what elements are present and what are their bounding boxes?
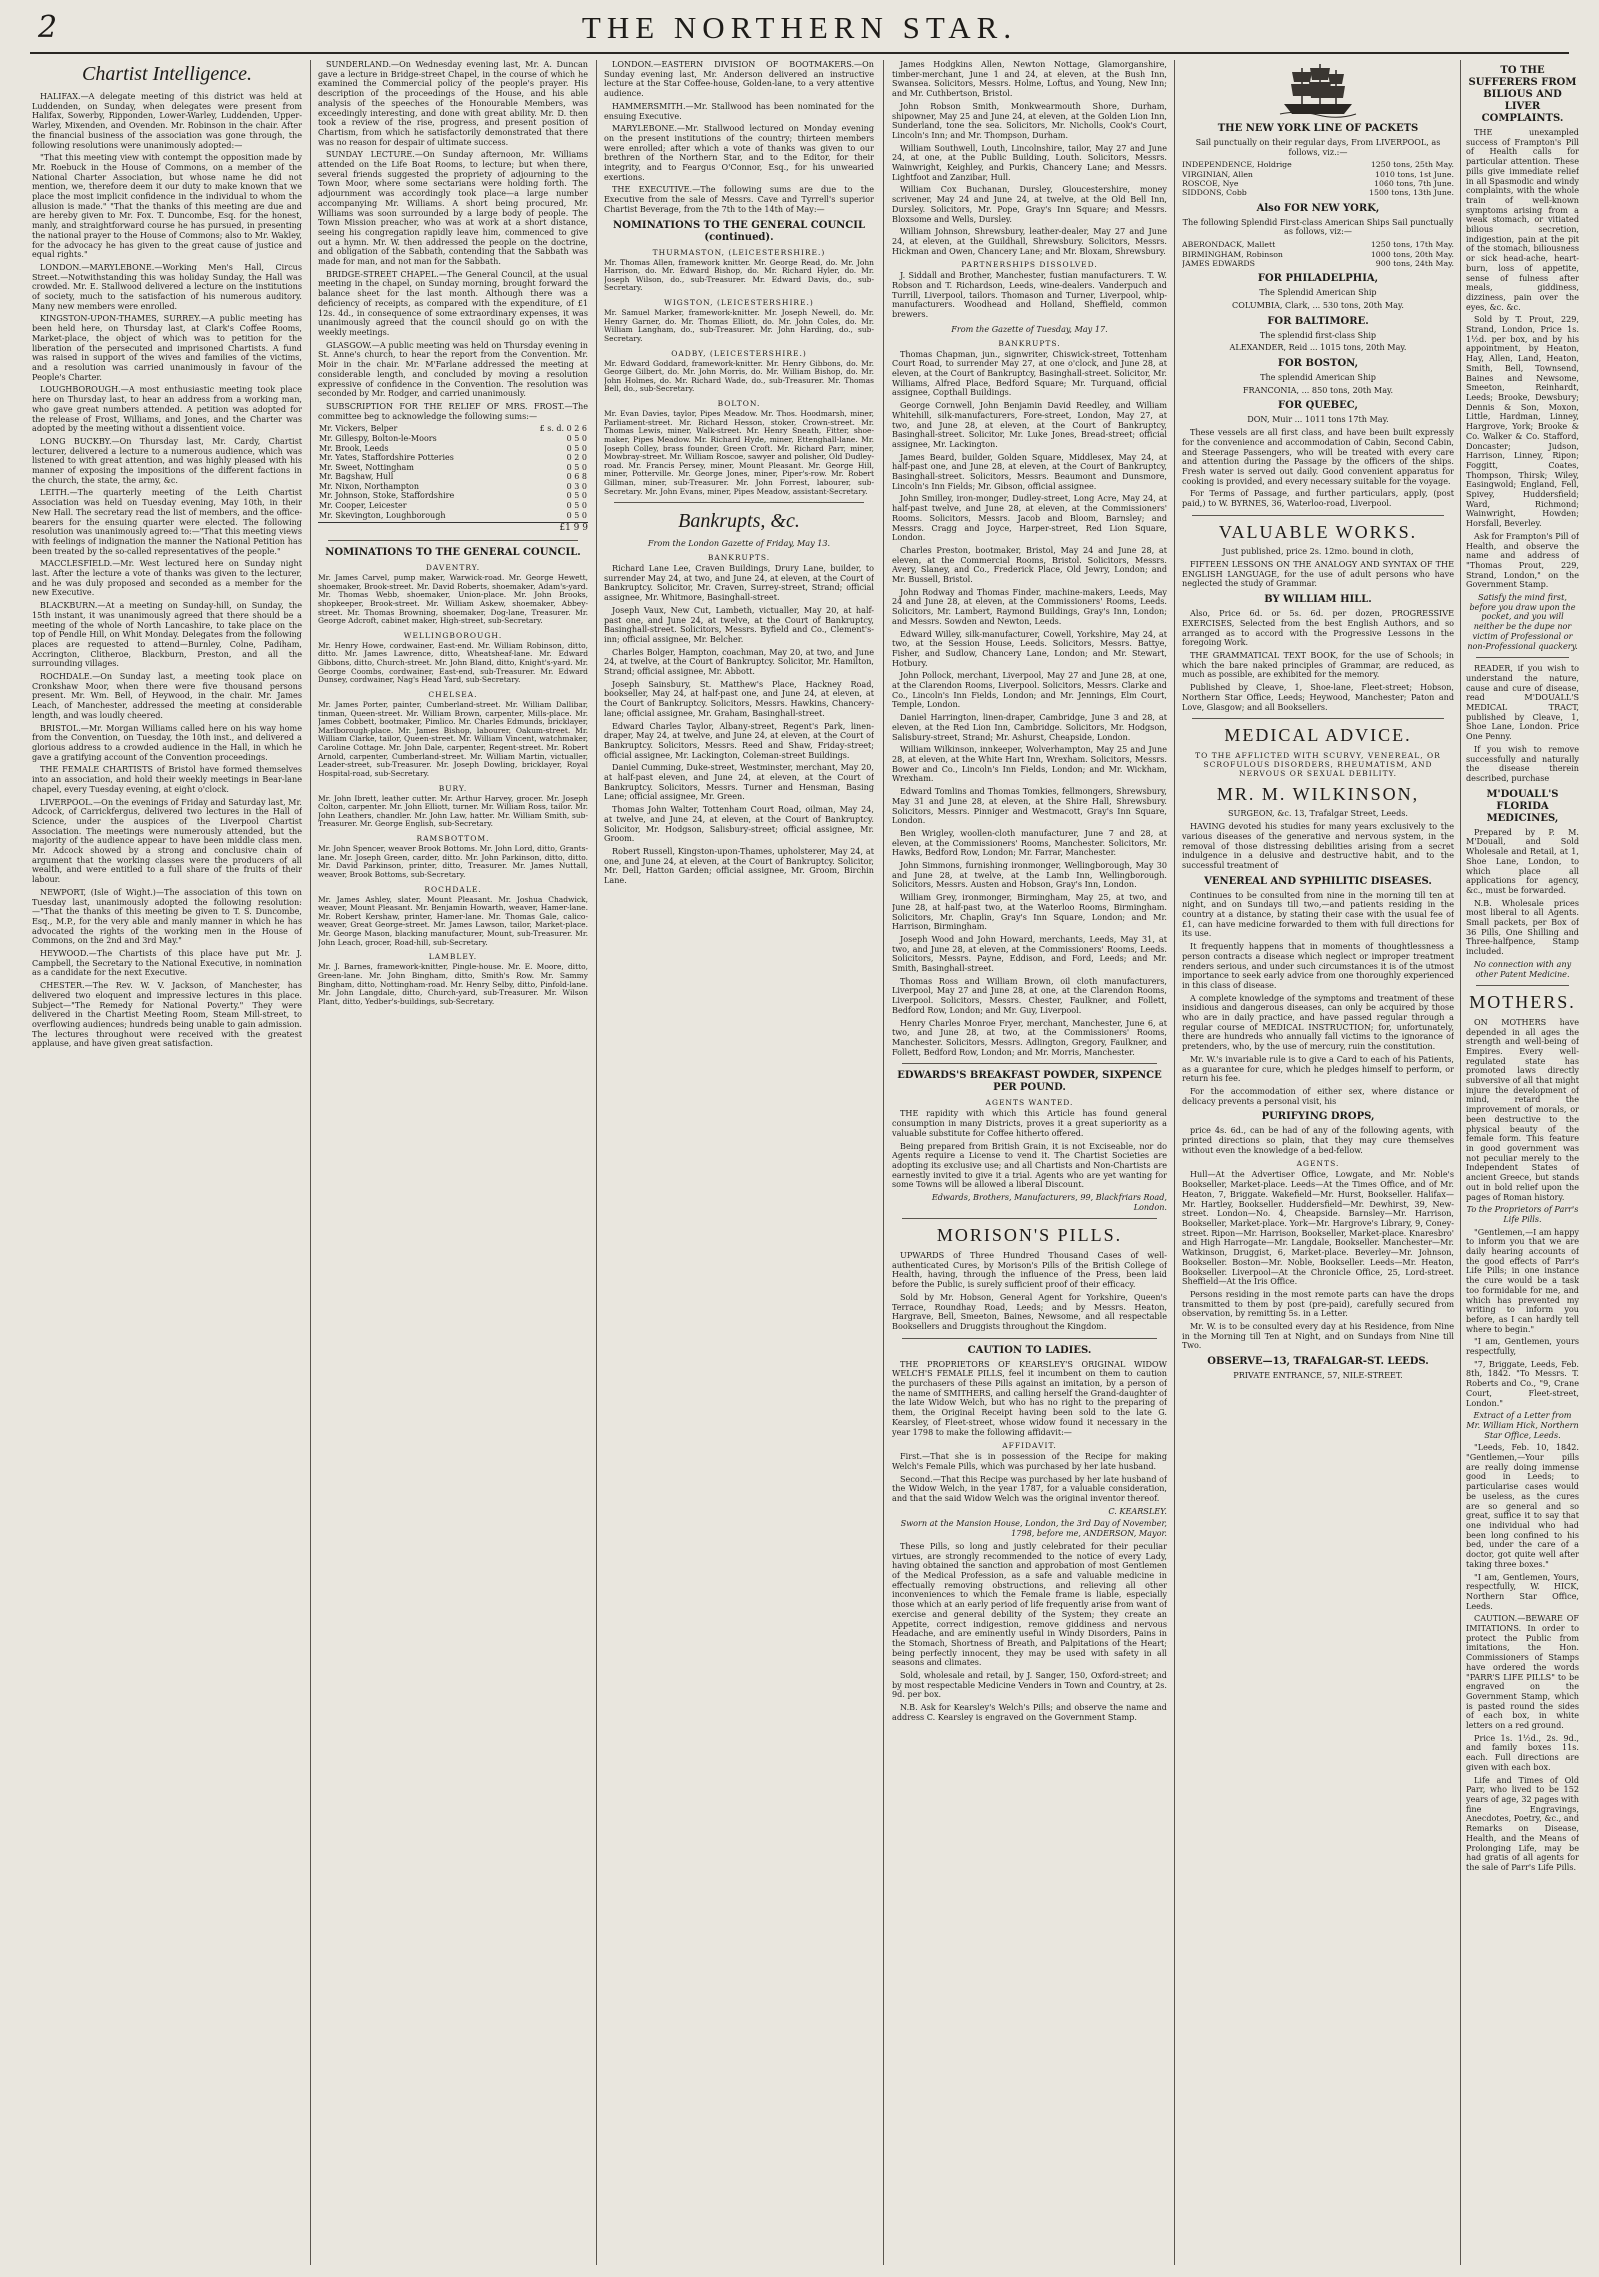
ship-name: BIRMINGHAM, Robinson — [1182, 249, 1283, 259]
article-paragraph: GLASGOW.—A public meeting was held on Thursday evening in St. Anne's church, to hear the report from the Convention. Mr. Moir in the chair. Mr. M'Farlane addressed the meeting at considerable length, and concluded by moving a resolution expressive of confidence in the Convention. The resolution was seconded by Mr. Rodger, and carried unanimously. — [318, 339, 588, 399]
ship-name: ROSCOE, Nye — [1182, 179, 1239, 189]
subscription-total: £1 9 9 — [318, 522, 588, 534]
column-rule — [596, 60, 597, 2265]
dissolved-entry: J. Siddall and Brother, Manchester, fustian manufacturers. T. W. Robson and T. Richardson, Leeds, wine-dealers. Vanderpuch and Turrill, Liverpool, tailors. Thomason and Turner, Liverpool, whip-manufacturers. Woodhead and Holland, Sheffield, common brewers. — [892, 270, 1167, 320]
town-heading: CHELSEA. — [428, 689, 478, 699]
town-heading: WELLINGBOROUGH. — [403, 630, 503, 640]
divider — [1192, 718, 1444, 719]
advert-paragraph: N.B. Ask for Kearsley's Welch's Pills; and observe the name and address C. Kearsley is engraved on the Government Stamp. — [892, 1702, 1167, 1722]
subscriber-name: Mr. Bagshaw, Hull — [319, 472, 394, 482]
subscription-table — [318, 424, 588, 520]
subscriber-name: Mr. Vickers, Belper — [319, 424, 398, 434]
article-paragraph: MACCLESFIELD.—Mr. West lectured here on Sunday night last. After the lecture a vote of thanks was given to the lecturer, and he was duly proposed and seconded as a member for the new Executive. — [32, 558, 302, 598]
bankrupt-entry: James Beard, builder, Golden Square, Middlesex, May 24, at half-past one, and June 28, at eleven, at the Court of Bankruptcy, Basinghall-street. Solicitors, Messrs. Beaumont and Dunsmore, Lincoln's Inn Fields; Mr. Gibson, official assignee. — [892, 451, 1167, 491]
article-paragraph: HEYWOOD.—The Chartists of this place have put Mr. J. Campbell, the Secretary to the National Executive, in nomination as a candidate for the next Executive. — [32, 948, 302, 978]
advert-heading: Also FOR NEW YORK, — [1256, 202, 1380, 214]
subscription-row — [318, 482, 588, 492]
advert-paragraph: UPWARDS of Three Hundred Thousand Cases of well-authenticated Cures, by Morison's Pills of the British College of Health, having, through the influence of the Press, been laid before the Public, is surely sufficient proof of their efficacy. — [892, 1250, 1167, 1290]
advert-paragraph: Mr. W.'s invariable rule is to give a Card to each of his Patients, as a guarantee for cure, which he pledges himself to perform, or return his fee. — [1182, 1053, 1454, 1084]
advert-paragraph: The splendid first-class Ship — [1259, 329, 1377, 340]
advert-paragraph: First.—That she is in possession of the Recipe for making Welch's Female Pills, which was purchased by her late husband. — [892, 1451, 1167, 1471]
bankrupt-entry: William Cox Buchanan, Dursley, Gloucestershire, money scrivener, May 24 and June 24, at twelve, at the Old Bell Inn, Dursley. Solicitors, Mr. Pope, Gray's Inn Square; and Messrs. Bloxsome and Wells, Dursley. — [892, 184, 1167, 224]
divider — [328, 540, 578, 541]
subscription-amount: 0 5 0 — [566, 491, 587, 501]
advert-paragraph: HAVING devoted his studies for many years exclusively to the various diseases of the generative and nervous system, in the removal of those distressing debilities arising from a secret indulgence in a delusive and destructive habit, and to the successful treatment of — [1182, 821, 1454, 870]
advert-paragraph: Mr. W. is to be consulted every day at his Residence, from Nine in the Morning till Ten at Night, and on Sundays from Nine till Two. — [1182, 1321, 1454, 1351]
advert-paragraph: "I am, Gentlemen, yours respectfully, — [1466, 1336, 1579, 1357]
advert-paragraph: For the accommodation of either sex, where distance or delicacy prevents a personal visit, his — [1182, 1085, 1454, 1106]
article-paragraph: NEWPORT, (Isle of Wight.)—The association of this town on Tuesday last, unanimously adopted the following resolution:—"That the thanks of this meeting be given to T. S. Duncombe, Esq., M.P., for the very able and manly manner in which he has advocated the rights of the working men in the House of Commons, on the 2nd and 3rd May." — [32, 886, 302, 946]
bankrupt-entry: Thomas Ross and William Brown, oil cloth manufacturers, Liverpool, May 27 and June 28, at one, at the Clarendon Rooms, Liverpool. Solicitors, Messrs. Chester, Faulkner, and Follett, Bedford Row, London; and Mr. Guy, Liverpool. — [892, 975, 1167, 1015]
ship-detail: 1500 tons, 13th June. — [1369, 188, 1454, 198]
article-paragraph: MARYLEBONE.—Mr. Stallwood lectured on Monday evening on the present institutions of the country; thirteen members were enrolled; after which a vote of thanks was given to our brethren of the Northern Star, and to the Editor, for their integrity, and to Feargus O'Connor, Esq., for his unwearied exertions. — [604, 123, 874, 182]
advert-heading: THE NEW YORK LINE OF PACKETS — [1217, 123, 1419, 134]
nominations-heading: NOMINATIONS TO THE GENERAL COUNCIL. — [325, 547, 581, 559]
article-paragraph: SUBSCRIPTION FOR THE RELIEF OF MRS. FROST.—The committee beg to acknowledge the following sums:— — [318, 400, 588, 421]
advert-subheading: TO THE AFFLICTED WITH SCURVY, VENEREAL, OR SCROFULOUS DISORDERS, RHEUMATISM, AND NERVOUS OR SEXUAL DEBILITY. — [1195, 750, 1441, 778]
advert-heading: MEDICAL ADVICE. — [1224, 725, 1412, 746]
advert-paragraph: Life and Times of Old Parr, who lived to be 152 years of age, 32 pages with fine Engravings, Anecdotes, Poetry, &c., and Remarks on Disease, Health, and the Means of Prolonging Life, may be had gratis of all agents for the sale of Parr's Life Pills. — [1466, 1774, 1579, 1872]
advert-paragraph: Continues to be consulted from nine in the morning till ten at night, and on Sundays till two,—and patients residing in the country at a distance, by stating their case with the usual fee of £1, can have medicine forwarded to them with full directions for its use. — [1182, 889, 1454, 939]
bankrupt-entry: James Hodgkins Allen, Newton Nottage, Glamorganshire, timber-merchant, June 1 and 24, at eleven, at the Bush Inn, Swansea. Solicitors, Messrs. Holme, Loftus, and Young, New Inn; and Mr. Cuthbertson, Bristol. — [892, 60, 1167, 99]
advert-heading: CAUTION TO LADIES. — [967, 1344, 1092, 1356]
article-paragraph: LONDON.—EASTERN DIVISION OF BOOTMAKERS.—On Sunday evening last, Mr. Anderson delivered an instructive lecture at the Star Coffee-house, Golden-lane, to a very attentive audience. — [604, 60, 874, 99]
article-paragraph: ROCHDALE.—On Sunday last, a meeting took place on Cronkshaw Moor, when there were five thousand persons present. Mr. Wm. Bell, of Heywood, in the chair. Mr. James Leach, of Manchester, addressed the meeting at considerable length, and was loudly cheered. — [32, 671, 302, 720]
town-heading: LAMBLEY. — [428, 952, 478, 962]
bankrupt-entry: Charles Preston, bootmaker, Bristol, May 24 and June 28, at eleven, at the Commercial Rooms, Bristol. Solicitors, Messrs. Avery, Slaney, and Co., Frederick Place, Old Jewry, London; and Mr. Bussell, Bristol. — [892, 544, 1167, 585]
author-line: BY WILLIAM HILL. — [1264, 594, 1372, 606]
ship-entry — [1182, 179, 1454, 188]
advert-paragraph: "Gentlemen,—I am happy to inform you that we are daily hearing accounts of the good effects of Parr's Life Pills; in one instance the cure would be a task too formidable for me, and which has prevented my writing to inform you before, as I can hardly tell where to begin." — [1466, 1226, 1579, 1334]
ship-entry — [1182, 250, 1454, 259]
divider — [902, 1063, 1157, 1064]
advert-paragraph: Published by Cleave, 1, Shoe-lane, Fleet-street; Hobson, Northern Star Office, Leeds; Heywood, Manchester; Paton and Love, Glasgow; and all Booksellers. — [1182, 682, 1454, 712]
subscription-row — [318, 501, 588, 511]
subscriber-name: Mr. Cooper, Leicester — [319, 501, 407, 511]
bankrupt-entry: John Simmons, furnishing ironmonger, Wellingborough, May 30 and June 28, at twelve, at the Lamb Inn, Wellingborough. Solicitors, Messrs. Austen and Hobson, Gray's Inn, London. — [892, 860, 1167, 890]
advert-subheading: PURIFYING DROPS, — [1261, 1111, 1375, 1123]
subscription-amount: 0 3 0 — [566, 481, 587, 491]
subscription-row — [318, 511, 588, 521]
column-rule — [310, 60, 311, 2265]
ship-name: ABERONDACK, Mallett — [1182, 240, 1276, 250]
bankrupt-entry: Joseph Sainsbury, St. Matthew's Place, Hackney Road, bookseller, May 24, at half-past one, and June 24, at eleven, at the Court of Bankruptcy. Solicitors, Messrs. Hawkins, Chancery-lane; official assignee, Mr. Graham, Basinghall-street. — [604, 678, 874, 718]
advert-paragraph: FIFTEEN LESSONS ON THE ANALOGY AND SYNTAX OF THE ENGLISH LANGUAGE, for the use of adult persons who have neglected the study of Grammar. — [1182, 559, 1454, 589]
advert-signature: Edwards, Brothers, Manufacturers, 99, Blackfriars Road, London. — [931, 1192, 1167, 1212]
ship-entry — [1182, 170, 1454, 179]
town-heading: OADBY, (LEICESTERSHIRE.) — [671, 348, 807, 358]
page-number: 2 — [38, 10, 58, 45]
ship-entry: DON, Muir ... 1011 tons 17th May. — [1247, 414, 1389, 425]
advert-paragraph: Ask for Frampton's Pill of Health, and observe the name and address of "Thomas Prout, 229, Strand, London," on the Government Stamp. — [1466, 530, 1579, 590]
bankrupt-entry: Edward Willey, silk-manufacturer, Cowell, Yorkshire, May 24, at two, at the Session House, Leeds. Solicitors, Messrs. Battye, Fisher, and Sudlow, Chancery Lane, London; and Mr. Stewart, Hotbury. — [892, 628, 1167, 668]
column-three — [604, 60, 874, 2268]
bankrupt-entry: John Smilley, iron-monger, Dudley-street, Long Acre, May 24, at half-past twelve, and June 28, at eleven, at the Commissioners' Rooms. Solicitors, Messrs. Jacob and Bloom, Barnsley; and Messrs. Cragg and Joyce, Harper-street, Red Lion Square, London. — [892, 493, 1167, 543]
advert-paragraph: Sold by T. Prout, 229, Strand, London, Price 1s. 1½d. per box, and by his appointment, by Heaton, Hay, Allen, Land, Heaton, Smith, Bell, Townsend, Baines and Newsome, Smeeton, Reinhardt, Leeds; Brooke, Dewsbury; Dennis & Son, Moxon, Little, Hardman, Linney, Hargrove, York; Brooke & Co. Walker & Co. Stafford, Doncaster; Judson, Harrison, Linney, Ripon; Foggitt, Coates, Thompson, Thirsk; Wiley, Easingwold; England, Fell, Spivey, Huddersfield; Ward, Richmond; Wainwright, Howden; Horsfall, Beverley. — [1466, 314, 1579, 529]
bankrupt-entry: Thomas John Walter, Tottenham Court Road, oilman, May 24, at twelve, and June 24, at eleven, at the Court of Bankruptcy. Solicitor, Mr. Hodgson, Salisbury-street; official assignee, Mr. Groom. — [604, 804, 874, 844]
advert-paragraph: Sold by Mr. Hobson, General Agent for Yorkshire, Queen's Terrace, Roundhay Road, Leeds; and by Messrs. Heaton, Hargrave, Bell, Smeeton, Baines, Newsome, and all respectable Booksellers and Druggists throughout the Kingdom. — [892, 1291, 1167, 1331]
ship-schedule — [1182, 160, 1454, 197]
bankrupt-entry: Daniel Harrington, linen-draper, Cambridge, June 3 and 28, at eleven, at the Red Lion Inn, Cambridge. Solicitors, Mr. Hodgson, Salisbury-street, Strand; Mr. Ashurst, Cheapside, London. — [892, 712, 1167, 742]
divider — [1476, 985, 1569, 986]
article-paragraph: LEITH.—The quarterly meeting of the Leith Chartist Association was held on Tuesday evening, May 10th, in their New Hall. The secretary read the list of members, and the office-bearers for the ensuing quarter were elected. The following resolution was unanimously agreed to:—"That this meeting views with feelings of indignation the manner the National Petition has been treated by the so-called representatives of the people." — [32, 487, 302, 556]
divider — [902, 1218, 1157, 1219]
ship-entry — [1182, 188, 1454, 197]
ship-entry — [1182, 259, 1454, 268]
ship-detail: 1000 tons, 20th May. — [1370, 249, 1454, 259]
article-paragraph: KINGSTON-UPON-THAMES, SURREY.—A public meeting has been held here, on Thursday last, at Clark's Coffee Rooms, Market-place, the object of which was to petition for the liberation of the persecuted and imprisoned Chartists. A fund was raised in support of the wives and families of the victims, and a resolution was carried unanimously in favour of the People's Charter. — [32, 313, 302, 382]
advert-heading: EDWARDS'S BREAKFAST POWDER, SIXPENCE PER POUND. — [897, 1070, 1162, 1094]
advert-paragraph: Sold, wholesale and retail, by J. Sanger, 150, Oxford-street; and by most respectable Medicine Venders in Town and Country, at 2s. 9d. per box. — [892, 1670, 1167, 1700]
bankrupts-section-title: Bankrupts, &c. — [678, 510, 800, 533]
bankrupt-entry: William Johnson, Shrewsbury, leather-dealer, May 27 and June 24, at eleven, at the Guildhall, Shrewsbury. Solicitors, Messrs. Hickman and Owen, Chancery Lane; and Mr. Bloxam, Shrewsbury. — [892, 226, 1167, 256]
subscriber-name: Mr. Brook, Leeds — [319, 443, 389, 453]
article-paragraph: "That this meeting view with contempt the opposition made by Mr. Roebuck in the House of Commons, on a member of the National Charter Association, but whose name he did not mention, we, therefore deem it our duty to make known that we place the most implicit confidence in the individual to whom the allusion is made." "That the thanks of this meeting are due and are hereby given to Mr. Fox. T. Duncombe, Esq. for the honest, manly, and straightforward course he has pursued, in presenting the national prayer to the House of Commons; also to Mr. Wakley, for the advocacy he has given to the great cause of justice and equal rights." — [32, 152, 302, 260]
town-heading: ROCHDALE. — [424, 884, 482, 894]
ship-detail: 1060 tons, 7th June. — [1374, 179, 1454, 189]
advert-signature: Sworn at the Mansion House, London, the 3rd Day of November, 1798, before me, ANDERSON, Mayor. — [900, 1518, 1167, 1539]
ship-detail: 1250 tons, 25th May. — [1370, 160, 1454, 170]
advert-paragraph: "I am, Gentlemen, Yours, respectfully, W. HICK, Northern Star Office, Leeds. — [1466, 1571, 1579, 1611]
advert-paragraph: Also, Price 6d. or 5s. 6d. per dozen, PROGRESSIVE EXERCISES, Selected from the best English Authors, and so arranged as to accord with the Progressive Lessons in the foregoing Work. — [1182, 608, 1454, 648]
article-paragraph: BLACKBURN.—At a meeting on Sunday-hill, on Sunday, the 15th instant, it was unanimously agreed that there should be a meeting of the whole of North Lancashire, to take place on the top of Pendle Hill, on Whit Monday. Delegates from the following places are requested to attend—Burnley, Colne, Padiham, Accrington, Clitheroe, Blackburn, Preston, and all the surrounding villages. — [32, 600, 302, 669]
advert-paragraph: Prepared by P. M. M'Douall, and Sold Wholesale and Retail, at 1, Shoe Lane, London, to which place all applications for agency, &c., must be forwarded. — [1466, 826, 1579, 895]
column-four — [892, 60, 1167, 2268]
divider — [1192, 515, 1444, 516]
bankrupt-entry: John Pollock, merchant, Liverpool, May 27 and June 28, at one, at the Clarendon Rooms, Liverpool. Solicitors, Messrs. Clarke and Co., Lincoln's Inn Fields, London; and Mr. Jennings, Elm Court, Temple, London. — [892, 670, 1167, 710]
article-paragraph: THE EXECUTIVE.—The following sums are due to the Executive from the sale of Messrs. Cave and Tyrrell's superior Chartist Beverage, from the 7th to the 14th of May:— — [604, 184, 874, 214]
advert-paragraph: No connection with any other Patent Medicine. — [1473, 958, 1572, 979]
article-paragraph: BRISTOL.—Mr. Morgan Williams called here on his way home from the Convention, on Tuesday, the 10th inst., and delivered a glorious address to a crowded audience in the Hall, in which he gave a gratifying account of the Convention proceedings. — [32, 722, 302, 762]
subscription-amount: 0 5 0 — [566, 433, 587, 443]
subscription-row — [318, 472, 588, 482]
sailing-ship-icon — [1278, 62, 1358, 118]
nominee-list: Mr. Henry Howe, cordwainer, East-end. Mr. William Robinson, ditto, ditto. Mr. James Lawrence, ditto, Wheatsheaf-lane. Mr. Edward Gibbons, ditto, Church-street. Mr. John Bland, ditto, Knight's-yard. Mr. George Coombs, cordwainer, East-end, sub-Treasurer. Mr. Edward Dunsey, cordwainer, Nag's Head Yard, sub-Secretary. — [318, 640, 588, 685]
town-heading: RAMSBOTTOM. — [416, 834, 490, 844]
advert-subheading: M'DOUALL'S FLORIDA MEDICINES, — [1486, 788, 1559, 824]
subscription-row — [318, 463, 588, 473]
bankrupt-entry: Joseph Vaux, New Cut, Lambeth, victualler, May 20, at half-past one, and June 24, at twelve, at the Court of Bankruptcy, Basinghall-street. Solicitors, Messrs. Byfield and Co., Clement's-inn; official assignee, Mr. Belcher. — [604, 604, 874, 644]
bankrupt-entry: William Wilkinson, innkeeper, Wolverhampton, May 25 and June 28, at eleven, at the White Hart Inn, Wrexham. Solicitors, Messrs. Bower and Co., Lincoln's Inn Fields, London; and Mr. Wickham, Wrexham. — [892, 744, 1167, 784]
town-heading: DAVENTRY. — [425, 563, 481, 573]
advert-paragraph: THE unexampled success of Frampton's Pill of Health calls for particular attention. These pills give immediate relief in all Spasmodic and windy complaints, with the whole train of well-known symptoms arising from a weak stomach, or vitiated bilious secretion, indigestion, pain at the pit of the stomach, biliousness or sick head-ache, heart-burn, loss of appetite, sense of fulness after meals, giddiness, dizziness, pain over the eyes, &c. &c. — [1466, 127, 1579, 312]
advert-paragraph: THE rapidity with which this Article has found general consumption in many Districts, proves it a great superiority as a valuable substitute for Coffee hitherto offered. — [892, 1108, 1167, 1138]
nominee-list: Mr. Edward Goddard, framework-knitter. Mr. Henry Gibbons, do. Mr. George Gilbert, do. Mr. John Morris, do. Mr. William Bishop, do. Mr. John Holmes, do. Mr. Richard Wade, do., sub-Treasurer. Mr. Thomas Bell, do., sub-Secretary. — [604, 358, 874, 394]
article-paragraph: SUNDAY LECTURE.—On Sunday afternoon, Mr. Williams attended on the Life Boat Rooms, to lecture; but when there, several friends suggested the propriety of adjourning to the Town Moor, where some sectarians were holding forth. The adjournment was accordingly took place—a large number accompanying Mr. Williams. A short being procured, Mr. Williams was soon surrounded by a large body of people. The Town Mission preacher, who was at work at a short distance, seeing his congregation rapidly leave him, commenced to give out a hymn. Mr. W. then addressed the people on the doctrine, and obligation of the Sabbath, contending that the Sabbath was made for man, and not man for the Sabbath. — [318, 149, 588, 267]
subscriber-name: Mr. Skevington, Loughborough — [319, 510, 446, 520]
ship-schedule — [1182, 240, 1454, 268]
bankrupt-entry: Robert Russell, Kingston-upon-Thames, upholsterer, May 24, at one, and June 24, at eleven, at the Court of Bankruptcy. Solicitor, Mr. Dell, Hatton Garden; official assignee, Mr. Groom, Birchin Lane. — [604, 845, 874, 886]
advert-paragraph: Satisfy the mind first, before you draw upon the pocket, and you will neither be the dupe nor victim of Professional or non-Professional quackery. — [1467, 592, 1578, 651]
ship-entry — [1182, 240, 1454, 249]
article-paragraph: CHESTER.—The Rev. W. V. Jackson, of Manchester, has delivered two eloquent and impressive lectures in this place. Subject—"The Remedy for National Poverty." They were delivered in the Chartist Meeting Room, Steam Mill-street, to overflowing audiences; hundreds being unable to gain admission. The lectures throughout were received with the greatest applause, and have given great satisfaction. — [32, 980, 302, 1049]
article-paragraph: HAMMERSMITH.—Mr. Stallwood has been nominated for the ensuing Executive. — [604, 100, 874, 121]
column-two — [318, 60, 588, 2268]
subscription-row — [318, 453, 588, 463]
advert-paragraph: CAUTION.—BEWARE OF IMITATIONS. In order to protect the Public from imitations, the Hon. Commissioners of Stamps have ordered the words "PARR'S LIFE PILLS" to be engraved on the Government Stamp, which is pasted round the sides of each box, in white letters on a red ground. — [1466, 1613, 1579, 1731]
town-heading: THURMASTON, (LEICESTERSHIRE.) — [652, 247, 826, 257]
dissolved-heading: PARTNERSHIPS DISSOLVED. — [961, 260, 1098, 270]
advert-heading: MORISON'S PILLS. — [936, 1225, 1123, 1246]
bankrupt-entry: Joseph Wood and John Howard, merchants, Leeds, May 31, at two, and June 28, at eleven, at the Commissioners' Rooms, Leeds. Solicitors, Messrs. Payne, Eddison, and Ford, Leeds; and Mr. Smith, Basinghall-street. — [892, 933, 1167, 974]
nominee-list: Mr. James Carvel, pump maker, Warwick-road. Mr. George Hewett, shoemaker, Brook-street. Mr. David Roberts, shoemaker, Adam's-yard. Mr. Thomas Webb, shoemaker, Union-place. Mr. John Brooks, shopkeeper, Brook-street. Mr. William Askew, shoemaker, Abbey-street. Mr. Thomas Browning, shoemaker, Dog-lane, Treasurer. Mr. George Adcroft, cabinet maker, High-street, sub-Secretary. — [318, 573, 588, 626]
advert-paragraph: For Terms of Passage, and further particulars, apply, (post paid,) to W. BYRNES, 36, Waterloo-road, Liverpool. — [1182, 488, 1454, 509]
advert-subheading: AFFIDAVIT. — [1002, 1441, 1057, 1451]
practitioner-name: MR. M. WILKINSON, — [1216, 783, 1420, 804]
subscription-row — [318, 434, 588, 444]
newspaper-title: THE NORTHERN STAR. — [581, 10, 1018, 45]
nominee-list: Mr. John Spencer, weaver Brook Bottoms. Mr. John Lord, ditto, Grants-lane. Mr. Joseph Green, carder, ditto. Mr. John Parkinson, ditto, ditto. Mr. David Parkinson, printer, ditto, Treasurer. Mr. James Nuttall, weaver, Brook Bottoms, sub-Secretary. — [318, 844, 588, 879]
column-five — [1182, 60, 1454, 2268]
ship-name: INDEPENDENCE, Holdrige — [1182, 160, 1292, 170]
advert-subheading: AGENTS WANTED. — [985, 1098, 1074, 1108]
nominee-list: Mr. John Ibrett, leather cutter. Mr. Arthur Harvey, grocer. Mr. Joseph Colton, carpenter. Mr. John Elliott, turner. Mr. William Ross, tailor. Mr. John Leathers, chandler. Mr. John Law, hatter. Mr. William Smith, sub-Treasurer. Mr. George English, sub-Secretary. — [318, 793, 588, 829]
nominee-list: Mr. James Porter, painter, Cumberland-street. Mr. William Dallibar, tinman, Queen-street. Mr. William Brown, carpenter, Mills-place. Mr. James Cobbett, bootmaker, Pimlico. Mr. Charles Edmunds, bricklayer, Marlborough-place. Mr. James Bishop, labourer, Oakum-street. Mr. William Clarke, tailor, Queen-street. Mr. William Vincent, watchmaker, Caroline Cottage. Mr. John Dale, carpenter, Regent-street. Mr. Robert Arnold, carpenter, Cumberland-street. Mr. William Martin, victualler, Leader-street, sub-Treasurer. Mr. Joseph Dowling, bricklayer, Royal Hospital-road, sub-Secretary. — [318, 699, 588, 778]
bankrupts-heading: BANKRUPTS. — [707, 553, 771, 562]
subscription-row — [318, 444, 588, 454]
advert-paragraph: The following Splendid First-class American Ships Sail punctually as follows, viz:— — [1182, 216, 1454, 237]
bankrupt-entry: William Grey, ironmonger, Birmingham, May 25, at two, and June 28, at half-past two, at the Waterloo Rooms, Birmingham. Solicitors, Mr. Chaplin, Gray's Inn Square, London; and Mr. Harrison, Birmingham. — [892, 892, 1167, 932]
ship-entry: FRANCONIA, ... 850 tons, 20th May. — [1242, 384, 1394, 395]
advert-paragraph: Just published, price 2s. 12mo. bound in cloth, — [1222, 546, 1414, 557]
subscriber-name: Mr. Sweet, Nottingham — [319, 462, 414, 472]
advert-paragraph: The splendid American Ship — [1260, 372, 1376, 383]
advert-heading: FOR BALTIMORE. — [1267, 315, 1369, 327]
subscription-amount: 0 5 0 — [566, 501, 587, 511]
ship-entry: COLUMBIA, Clark, ... 530 tons, 20th May. — [1232, 299, 1404, 310]
bankrupt-entry: Edward Charles Taylor, Albany-street, Regent's Park, linen-draper, May 24, at twelve, and June 24, at eleven, at the Court of Bankruptcy. Solicitors, Messrs. Reed and Shaw, Friday-street; official assignee, Mr. Lackington, Coleman-street Buildings. — [604, 720, 874, 760]
advert-paragraph: These Pills, so long and justly celebrated for their peculiar virtues, are strongly recommended to the notice of every Lady, having obtained the sanction and approbation of most Gentlemen of the Medical Profession, as a safe and valuable medicine in effectually removing obstructions, and relieving all other inconveniences to which the Female frame is liable, especially those which at an early period of life frequently arise from want of exercise and general debility of the System; they create an Appetite, correct indigestion, remove giddiness and nervous Headache, and are eminently useful in Windy Disorders, Pains in the Stomach, Shortness of Breath, and Palpitations of the Heart; being perfectly innocent, they may be used with safety in all seasons and climates. — [892, 1540, 1167, 1668]
article-paragraph: HALIFAX.—A delegate meeting of this district was held at Luddenden, on Sunday, when delegates were present from Halifax, Sowerby, Ripponden, Lower-Warley, Luddenden, Upper-Warley, Mixenden, and Ovenden. Mr. Robinson in the chair. After the financial business of the association was gone through, the following resolutions were unanimously adopted:— — [32, 91, 302, 150]
subscriber-name: Mr. Nixon, Northampton — [319, 481, 420, 491]
column-rule — [1174, 60, 1175, 2265]
gazette-dateline: From the Gazette of Tuesday, May 17. — [951, 323, 1108, 334]
advert-paragraph: The Splendid American Ship — [1259, 287, 1377, 298]
advert-heading: FOR BOSTON, — [1277, 358, 1359, 370]
article-paragraph: LONG BUCKBY.—On Thursday last, Mr. Cardy, Chartist lecturer, delivered a lecture to a numerous audience, which was listened to with great attention, and was highly pleased with his manner of exposing the impositions of the different factions in the church, the state, the army, &c. — [32, 435, 302, 485]
advert-heading: FOR QUEBEC, — [1278, 400, 1358, 412]
subscriber-name: Mr. Yates, Staffordshire Potteries — [319, 453, 454, 463]
advert-address: OBSERVE—13, TRAFALGAR-ST. LEEDS. — [1207, 1356, 1429, 1368]
nominee-list: Mr. James Ashley, slater, Mount Pleasant. Mr. Joshua Chadwick, weaver, Mount Pleasant. Mr. Benjamin Howarth, weaver, Hamer-lane. Mr. Robert Kershaw, printer, Hamer-lane. Mr. Thomas Gale, calico-weaver, Great George-street. Mr. James Lawson, tailor, Market-place. Mr. George Mason, blacking manufacturer, Mount, sub-Treasurer. Mr. John Leach, grocer, Road-hill, sub-Secretary. — [318, 894, 588, 947]
advert-paragraph: PRIVATE ENTRANCE, 57, NILE-STREET. — [1233, 1370, 1403, 1381]
subscriber-name: Mr. Gillespy, Bolton-le-Moors — [319, 433, 437, 443]
nominee-list: Mr. J. Barnes, framework-knitter, Pingle-house. Mr. E. Moore, ditto, Green-lane. Mr. John Bingham, ditto, Smith's Row. Mr. Sammy Bingham, ditto, Nottingham-road. Mr. Henry Selby, ditto, Pinfold-lane. Mr. John Langdale, ditto, Church-yard, sub-Treasurer. Mr. Wilson Plant, ditto, Yedber's-buildings, sub-Secretary. — [318, 962, 588, 1006]
ship-name: SIDDONS, Cobb — [1182, 188, 1247, 198]
divider — [1476, 657, 1569, 658]
bankrupts-heading: BANKRUPTS. — [998, 338, 1061, 348]
advert-paragraph: These vessels are all first class, and have been built expressly for the convenience and accommodation of Cabin, Second Cabin, and Steerage Passengers, who will be treated with every care and attention during the Passage by the officers of the ships. Fresh water is served out daily. Good convenient apparatus for cooking is provided, and every necessary suitable for the voyage. — [1182, 427, 1454, 486]
ship-detail: 1010 tons, 1st June. — [1375, 169, 1454, 179]
nominee-list: Mr. Samuel Marker, framework-knitter. Mr. Joseph Newell, do. Mr. Henry Garner, do. Mr. Thomas Elliott, do. Mr. John Coles, do. Mr. William Langham, do., sub-Treasurer. Mr. John Harding, do., sub-Secretary. — [604, 308, 874, 343]
advert-subheading: AGENTS. — [1296, 1159, 1340, 1169]
advert-paragraph: It frequently happens that in moments of thoughtlessness a person contracts a disease which neglect or improper treatment renders serious, and under such circumstances it is of the utmost importance to seek early advice from one thoroughly experienced in this class of disease. — [1182, 941, 1454, 990]
advert-heading: TO THE SUFFERERS FROM BILIOUS AND LIVER COMPLAINTS. — [1468, 65, 1577, 124]
ship-name: VIRGINIAN, Allen — [1182, 169, 1253, 179]
bankrupt-entry: Ben Wrigley, woollen-cloth manufacturer, June 7 and 28, at eleven, at the Commissioners' Rooms, Manchester. Solicitors, Mr. Hawks, Bedford Row, London; Mr. Farrar, Manchester. — [892, 827, 1167, 858]
column-six — [1466, 60, 1579, 2268]
article-paragraph: THE FEMALE CHARTISTS of Bristol have formed themselves into an association, and hold their weekly meetings in Bear-lane chapel, every Tuesday evening, at eight o'clock. — [32, 764, 302, 794]
advert-paragraph: Second.—That this Recipe was purchased by her late husband of the Widow Welch, in the year 1787, for a valuable consideration, and that the said Widow Welch was the original inventor thereof. — [892, 1473, 1167, 1504]
ship-entry — [1182, 160, 1454, 169]
subscription-amount: 0 5 0 — [566, 462, 587, 472]
subscription-amount: 0 6 8 — [566, 472, 587, 482]
subscriber-name: Mr. Johnson, Stoke, Staffordshire — [319, 491, 455, 501]
ship-detail: 900 tons, 24th May. — [1375, 258, 1454, 268]
subscription-row — [318, 424, 588, 434]
advert-paragraph: THE PROPRIETORS OF KEARSLEY'S ORIGINAL WIDOW WELCH'S FEMALE PILLS, feel it incumbent on them to caution the purchasers of these Pills against an imitation, by a person of the name of SMITHERS, and calling herself the Grand-daughter of the late Widow Welch, but who has no right to the preparing of them, the Original Receipt having been sold to the late G. Kearsley, of Fleet-street, whose widow found it necessary in the year 1798 to make the following affidavit:— — [892, 1358, 1167, 1437]
town-heading: BURY. — [438, 783, 468, 793]
bankrupt-entry: Richard Lane Lee, Craven Buildings, Drury Lane, builder, to surrender May 24, at two, and June 24, at eleven, at the Court of Bankruptcy. Solicitor, Mr. Craven, Surrey-street, Strand; official assignee, Mr. Whitmore, Basinghall-street. — [604, 563, 874, 603]
advert-paragraph: SURGEON, &c. 13, Trafalgar Street, Leeds. — [1228, 808, 1408, 819]
divider — [902, 1338, 1157, 1339]
bankrupt-entry: Henry Charles Monroe Fryer, merchant, Manchester, June 6, at two, and June 28, at two, at the Commissioners' Rooms, Manchester. Solicitors, Messrs. Adlington, Gregory, Faulkner, and Follett, Bedford Row, London; and Mr. Morris, Manchester. — [892, 1017, 1167, 1057]
ship-detail: 1250 tons, 17th May. — [1370, 240, 1454, 250]
column-chartist-intelligence — [32, 60, 302, 2268]
advert-paragraph: N.B. Wholesale prices most liberal to all Agents. Small packets, per Box of 36 Pills, One Shilling and Three-halfpence, Stamp included. — [1466, 897, 1579, 957]
advert-paragraph: READER, if you wish to understand the nature, cause and cure of disease, read M'DOUALL'S MEDICAL TRACT, published by Cleave, 1, Shoe Lane, London. Price One Penny. — [1466, 663, 1579, 742]
nominee-list: Mr. Evan Davies, taylor, Pipes Meadow. Mr. Thos. Hoodmarsh, miner, Parliament-street. Mr. Richard Hesson, stoker, Crown-street. Mr. Thomas Lewis, miner, Walk-street. Mr. Henry Sneath, Fitter, shoe-maker, Pipes Meadow. Mr. Richard Hyde, miner, Ettenghall-lane. Mr. Joseph Colley, brass founder, Green Croft. Mr. Richard Parr, miner, Mowbray-street. Mr. William Roscoe, sawyer and polisher, Old Dudley-road. Mr. Francis Persey, miner, Mount Pleasant. Mr. George Hill, miner, Potterville. Mr. George Jones, miner, Piper's-row. Mr. Robert Gillman, miner, sub-Treasurer. Mr. John Forrest, labourer, sub-Secretary. Mr. John Evans, miner, Pipes Meadow, assistant-Secretary. — [604, 409, 874, 496]
advert-paragraph: Sail punctually on their regular days, From LIVERPOOL, as follows, viz.:— — [1195, 137, 1441, 157]
subscription-amount: 0 2 0 — [566, 453, 587, 463]
bankrupt-entry: John Rodway and Thomas Finder, machine-makers, Leeds, May 24 and June 28, at eleven, at the Commissioners' Rooms, Leeds. Solicitors, Mr. Lambert, Raymond Buildings, Gray's Inn, London; and Messrs. Sowden and Newton, Leeds. — [892, 586, 1167, 626]
article-paragraph: SUNDERLAND.—On Wednesday evening last, Mr. A. Duncan gave a lecture in Bridge-street Chapel, in the course of which he examined the Commercial policy of the people's prayer. His description of the proceedings of the House, and his able analysis of the speeches of the Honourable Members, was exceedingly interesting, and done with great ability. Mr. D. then took a review of the rise, progress, and present position of Chartism, from which he satisfactorily demonstrated that there was no reason for despair of ultimate success. — [318, 60, 588, 147]
article-paragraph: LONDON.—MARYLEBONE.—Working Men's Hall, Circus Street.—Notwithstanding this was holiday Sunday, the Hall was crowded. Mr. E. Stallwood delivered a lecture on the institutions of society, much to the satisfaction of his numerous auditory. Many new members were enrolled. — [32, 261, 302, 311]
advert-paragraph: Extract of a Letter from Mr. William Hick, Northern Star Office, Leeds. — [1466, 1410, 1579, 1440]
advert-paragraph: THE GRAMMATICAL TEXT BOOK, for the use of Schools; in which the bare naked principles of Grammar, are reduced, as much as possible, are exhibited for the memory. — [1182, 649, 1454, 680]
bankrupt-entry: John Robson Smith, Monkwearmouth Shore, Durham, shipowner, May 25 and June 24, at eleven, at the Golden Lion Inn, Sunderland, tone the sea. Solicitors, Mr. Nicholls, Cook's Court, Lincoln's Inn; and Mr. Thompson, Durham. — [892, 100, 1167, 140]
bankrupt-entry: Charles Bolger, Hampton, coachman, May 20, at two, and June 24, at twelve, at the Court of Bankruptcy. Solicitor, Mr. Hamilton, Strand; official assignee, Mr. Abbott. — [604, 646, 874, 677]
gazette-dateline: From the London Gazette of Friday, May 13. — [647, 538, 831, 549]
advert-signature: C. KEARSLEY. — [1108, 1505, 1167, 1516]
column-rule — [883, 60, 884, 2265]
article-paragraph: BRIDGE-STREET CHAPEL.—The General Council, at the usual meeting in the chapel, on Sunday morning, brought forward the balance sheet for the last month. Although there was a deficiency of receipts, as compared with the expenditure, of £1 12s. 4d., in consequence of some extraordinary expenses, it was unanimously agreed that the council should go on with the weekly meetings. — [318, 268, 588, 337]
article-paragraph: LIVERPOOL.—On the evenings of Friday and Saturday last, Mr. Adcock, of Carrickfergus, delivered two lectures in the Hall of Science, under the auspices of the Liverpool Chartist Association. The meetings were numerously attended, but the majority of the audience appear to have been middle class men. Mr. Adcock showed by a strong and conclusive chain of argument that the working classes were the producers of all wealth, and were entitled to a full share of the fruits of their labour. — [32, 796, 302, 885]
masthead — [30, 6, 1569, 54]
ship-entry: ALEXANDER, Reid ... 1015 tons, 20th May. — [1229, 342, 1407, 353]
town-heading: WIGSTON, (LEICESTERSHIRE.) — [664, 298, 814, 308]
nominee-list: Mr. Thomas Allen, framework knitter. Mr. George Read, do. Mr. John Harrison, do. Mr. Edward Bishop, do. Mr. Richard Hyler, do. Mr. Joseph Wilson, do., sub-Treasurer. Mr. Edward Davis, do., sub-Secretary. — [604, 257, 874, 293]
subscription-amount: 0 5 0 — [566, 510, 587, 520]
bankrupt-entry: Thomas Chapman, jun., signwriter, Chiswick-street, Tottenham Court Road, to surrender May 27, at one o'clock, and June 28, at eleven, at the Court of Bankruptcy, Basinghall-street. Solicitor, Mr. Williams, Alfred Place, Bedford Square; Mr. Turquand, official assignee, Copthall Buildings. — [892, 348, 1167, 398]
bankrupt-entry: William Southwell, Louth, Lincolnshire, tailor, May 27 and June 24, at one, at the Public Building, Louth. Solicitors, Messrs. Wainwright, Keighley, and Purkis, Chancery Lane; and Messrs. Lightfoot and Zanzibar, Hull. — [892, 142, 1167, 182]
column-rule — [1460, 60, 1461, 2265]
advert-heading: FOR PHILADELPHIA, — [1257, 273, 1379, 285]
article-paragraph: LOUGHBOROUGH.—A most enthusiastic meeting took place here on Thursday last, to hear an address from a working man, who gave great numbers attended. A petition was adopted for the release of Frost, Williams, and Jones, and the Charter was adopted by the meeting without a dissentient voice. — [32, 384, 302, 434]
advert-paragraph: Being prepared from British Grain, it is not Exciseable, nor do Agents require a License to vend it. The Chartist Societies are adopting its exclusive use; and all Chartists and Non-Chartists are earnestly invited to give it a trial. Agents who are yet wanting for some Towns will be allowed a liberal Discount. — [892, 1140, 1167, 1190]
advert-paragraph: Hull—At the Advertiser Office, Lowgate, and Mr. Noble's Bookseller, Market-place. Leeds—At the Times Office, and of Mr. Heaton, 7, Briggate. Wakefield—Mr. Hurst, Bookseller. Halifax—Mr. Hartley, Bookseller. Huddersfield—Mr. Dewhirst, 39, New-street. London—No. 4, Cheapside. Barnsley—Mr. Harrison, Bookseller, Market-place. York—Mr. Hargrove's Library, 9, Coney-street. Ripon—Mr. Harrison, Bookseller, Market-place. Knaresbro' and High Harrogate—Mr. Langdale, Bookseller. Manchester—Mr. Watkinson, Druggist, 6, Market-place. Beverley—Mr. Johnson, Bookseller. Boston—Mr. Noble, Bookseller. Leeds—Mr. Heaton, Bookseller. Liverpool—At the Chronicle Office, 25, Lord-street. Sheffield—At the Iris Office. — [1182, 1169, 1454, 1287]
advert-paragraph: "7, Briggate, Leeds, Feb. 8th, 1842. "To Messrs. T. Roberts and Co., "9, Crane Court, Fleet-street, London." — [1466, 1358, 1579, 1408]
bankrupt-entry: George Cornwell, John Benjamin David Reedley, and William Whitehill, silk-manufacturers, Fore-street, London, May 27, at two, and June 28, at eleven, at the Court of Bankruptcy, Basinghall-street. Solicitor, Mr. Luke Jones, Bread-street; official assignee, Mr. Lackington. — [892, 400, 1167, 449]
advert-heading: MOTHERS. — [1469, 992, 1576, 1013]
subscription-row — [318, 491, 588, 501]
town-heading: BOLTON. — [717, 399, 761, 409]
advert-paragraph: Persons residing in the most remote parts can have the drops transmitted to them by post (pre-paid), carefully secured from observation, by remitting 5s. in a Letter. — [1182, 1288, 1454, 1319]
advert-paragraph: If you wish to remove successfully and naturally the disease therein described, purchase — [1466, 743, 1579, 783]
subscription-amount: 0 5 0 — [566, 443, 587, 453]
bankrupt-entry: Daniel Cumming, Duke-street, Westminster, merchant, May 20, at half-past eleven, and June 24, at eleven, at the Court of Bankruptcy. Solicitors, Messrs. Turner and Hensman, Basing Lane; official assignee, Mr. Green. — [604, 762, 874, 802]
nominations-heading: NOMINATIONS TO THE GENERAL COUNCIL (continued). — [613, 219, 865, 243]
advert-paragraph: Price 1s. 1½d., 2s. 9d., and family boxes 11s. each. Full directions are given with each box. — [1466, 1732, 1579, 1772]
bankrupt-entry: Edward Tomlins and Thomas Tomkies, fellmongers, Shrewsbury, May 31 and June 28, at eleven, at the Shire Hall, Shrewsbury. Solicitors, Messrs. Pinniger and Westmacott, Gray's Inn Square, London. — [892, 786, 1167, 826]
subscription-amount: £ s. d. 0 2 6 — [539, 424, 587, 434]
advert-paragraph: "Leeds, Feb. 10, 1842. "Gentlemen,—Your pills are really doing immense good in Leeds; to particularise cases would be useless, as the cures are so general and so great, suffice it to say that one individual who had been long confined to his bed, under the care of a doctor, got quite well after taking three boxes." — [1466, 1442, 1579, 1569]
advert-paragraph: ON MOTHERS have depended in all ages the strength and well-being of Empires. Every well-regulated state has promoted laws directly subversive of all that might injure the development of mind, retard the improvement of morals, or been destructive to the physical beauty of the female form. This feature in good government was not peculiar merely to the Independent States of ancient Greece, but stands out in bold relief upon the pages of Roman history. — [1466, 1016, 1579, 1202]
advert-paragraph: A complete knowledge of the symptoms and treatment of these insidious and dangerous diseases, can only be acquired by those who are in daily practice, and have passed regular through a regular course of MEDICAL INSTRUCTION; for, unfortunately, there are hundreds who annually fall victims to the ignorance of pretenders, who, by the use of mercury, ruin the constitution. — [1182, 992, 1454, 1052]
advert-subheading: VENEREAL AND SYPHILITIC DISEASES. — [1204, 875, 1432, 887]
advert-paragraph: To the Proprietors of Parr's Life Pills. — [1466, 1204, 1579, 1224]
section-title: Chartist Intelligence. — [82, 63, 252, 85]
ship-name: JAMES EDWARDS — [1182, 258, 1255, 268]
advert-heading: VALUABLE WORKS. — [1218, 521, 1418, 542]
divider — [614, 502, 864, 503]
advert-paragraph: price 4s. 6d., can be had of any of the following agents, with printed directions so plain, that they may cure themselves without even the knowledge of a bed-fellow. — [1182, 1125, 1454, 1155]
